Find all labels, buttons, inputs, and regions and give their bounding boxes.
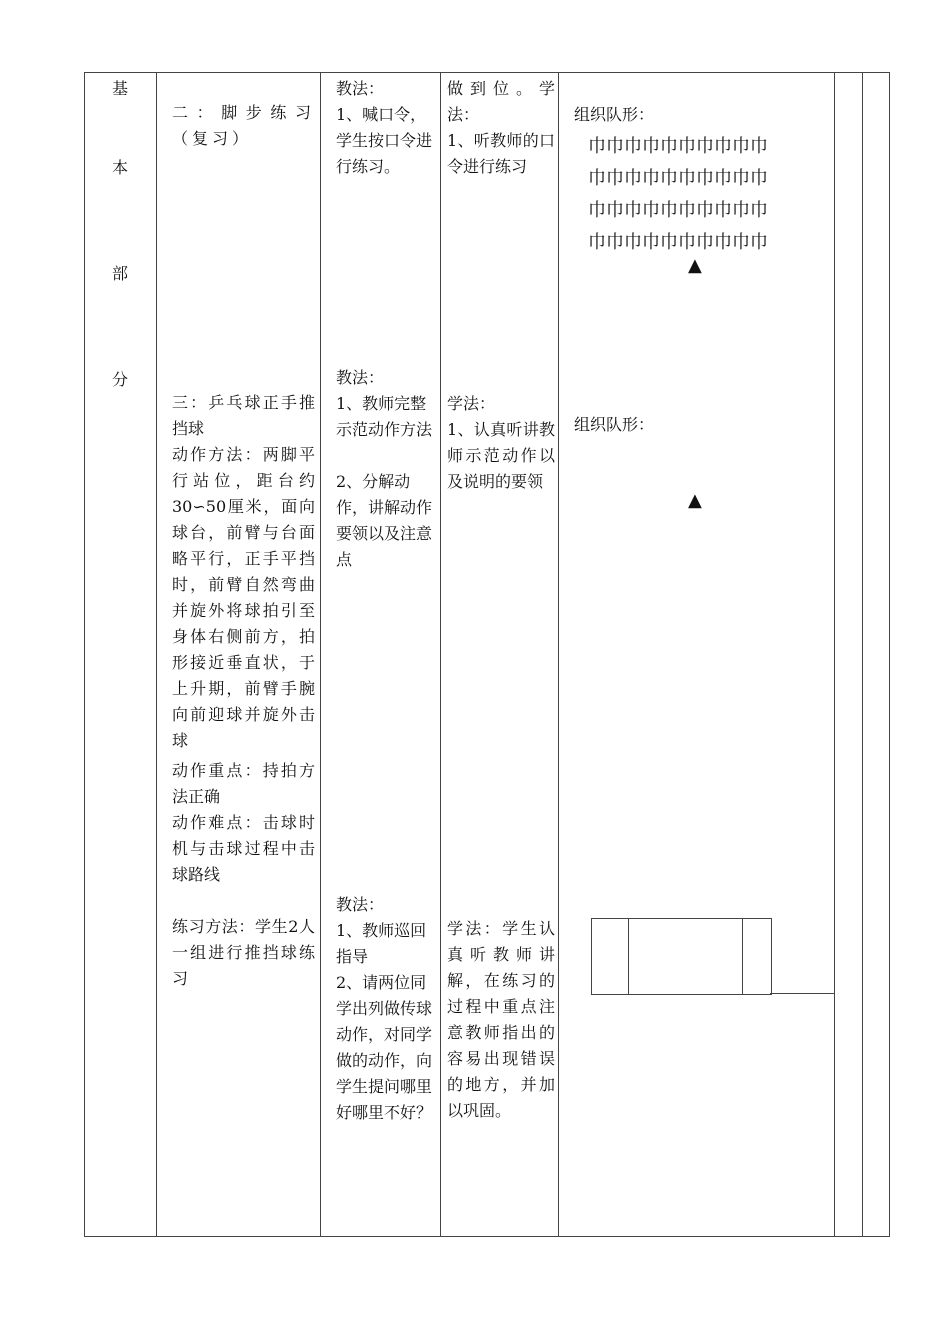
- section-char-1: 基: [112, 79, 129, 98]
- row2-teacher-step1: 1、教师完整示范动作方法: [336, 394, 433, 439]
- row2-teacher-step2: 2、分解动作，讲解动作要领以及注意点: [336, 472, 433, 569]
- court-line-right: [742, 918, 743, 994]
- section-char-2: 本: [112, 158, 129, 177]
- row3-teacher-title: 教法：: [336, 895, 385, 914]
- formation-row-2: 巾巾巾巾巾巾巾巾巾巾: [588, 168, 768, 189]
- row2-student-body: 1、认真听讲教师示范动作以及说明的要领: [447, 420, 555, 491]
- row1-teacher-title: 教法：: [336, 79, 385, 98]
- row1-content: 二：脚步练习（复习）: [172, 103, 315, 148]
- row2-formation-label: 组织队形：: [574, 415, 655, 434]
- row2-content-title: 三：乒乓球正手推挡球: [172, 393, 315, 438]
- row1-teacher-body: 1、喊口令，学生按口令进行练习。: [336, 105, 433, 176]
- court-diagram: [591, 918, 772, 995]
- table-border-right: [889, 72, 890, 1237]
- column-divider-1: [156, 72, 157, 1237]
- column-divider-4: [558, 72, 559, 1237]
- formation-row-3: 巾巾巾巾巾巾巾巾巾巾: [588, 200, 768, 221]
- formation-row-1: 巾巾巾巾巾巾巾巾巾巾: [588, 136, 768, 157]
- column-divider-2: [320, 72, 321, 1237]
- row2-content-difficulty: 动作难点：击球时机与击球过程中击球路线: [172, 813, 315, 884]
- section-char-4: 分: [112, 370, 129, 389]
- row3-student-body: 学法：学生认真听教师讲解，在练习的过程中重点注意教师指出的容易出现错误的地方，并加以巩固。: [447, 919, 555, 1120]
- row2-content-method: 动作方法：两脚平行站位，距台约30∽50厘米，面向球台，前臂与台面略平行，正手平挡时，前臂自然弯曲并旋外将球拍引至身体右侧前方，拍形接近垂直状，于上升期，前臂手腕向前迎球并旋外击球: [172, 445, 315, 750]
- teacher-position-icon: ▲: [688, 255, 702, 276]
- column-divider-6: [862, 72, 863, 1237]
- row2-teacher-title: 教法：: [336, 368, 385, 387]
- row3-content: 练习方法：学生2人一组进行推挡球练习: [172, 917, 315, 988]
- column-divider-5: [834, 72, 835, 1237]
- column-divider-3: [440, 72, 441, 1237]
- table-border-bottom: [84, 1236, 890, 1237]
- formation-row-4: 巾巾巾巾巾巾巾巾巾巾: [588, 232, 768, 253]
- row1-student-body: 1、听教师的口令进行练习: [447, 131, 555, 176]
- row2-content-keypoint: 动作重点：持拍方法正确: [172, 761, 315, 806]
- row1-formation-label: 组织队形：: [574, 105, 655, 124]
- section-char-3: 部: [112, 264, 129, 283]
- row3-teacher-step1: 1、教师巡回指导: [336, 921, 427, 966]
- court-baseline: [770, 993, 834, 994]
- row3-teacher-step2: 2、请两位同学出列做传球动作，对同学做的动作，向学生提问哪里好哪里不好？: [336, 973, 433, 1122]
- table-border-left: [84, 72, 85, 1237]
- row1-student-title: 做到位。学法：: [447, 79, 555, 124]
- teacher-position-icon: ▲: [688, 490, 702, 511]
- court-line-left: [628, 918, 629, 994]
- row2-student-title: 学法：: [447, 394, 496, 413]
- table-border-top: [84, 72, 890, 73]
